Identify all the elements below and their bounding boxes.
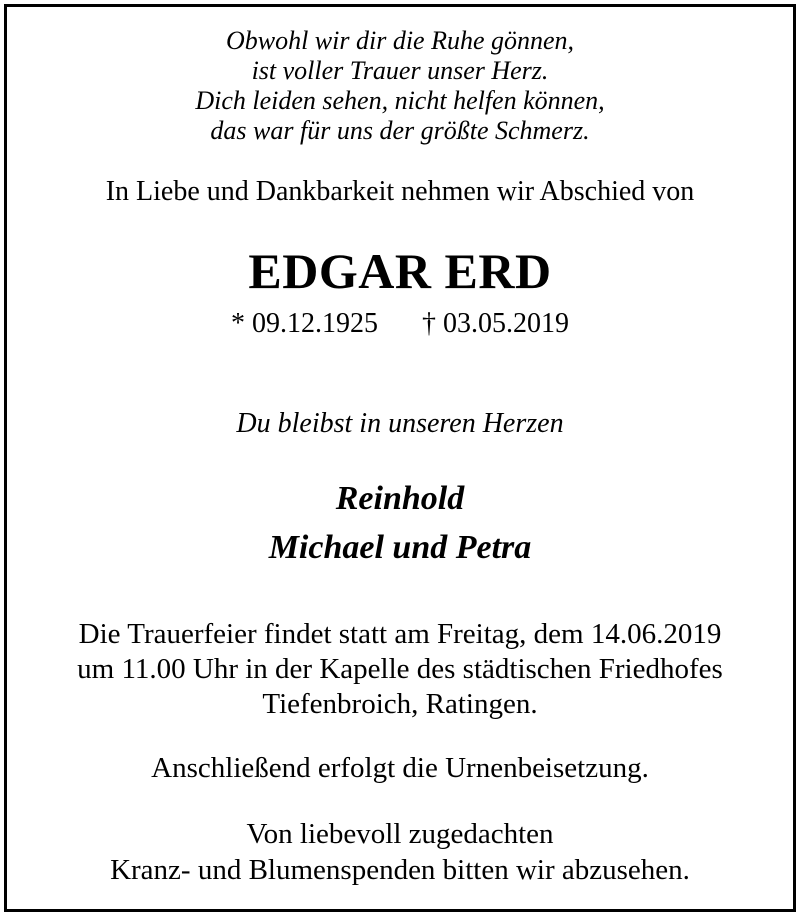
funeral-line-1: Die Trauerfeier findet statt am Freitag, dem 14.06.2019 xyxy=(78,618,722,650)
request-line-2: Kranz- und Blumenspenden bitten wir abzusehen. xyxy=(110,854,690,886)
mourner-line-2: Michael und Petra xyxy=(268,529,532,566)
poem-line-2: ist voller Trauer unser Herz. xyxy=(251,56,549,85)
deceased-name: EDGAR ERD xyxy=(248,243,552,299)
funeral-line-3: Tiefenbroich, Ratingen. xyxy=(262,688,538,720)
death-date: † 03.05.2019 xyxy=(422,308,569,339)
poem-line-1: Obwohl wir dir die Ruhe gönnen, xyxy=(225,26,575,55)
motto: Du bleibst in unseren Herzen xyxy=(236,408,564,439)
poem-line-3: Dich leiden sehen, nicht helfen können, xyxy=(195,86,605,115)
request-line-1: Von liebevoll zugedachten xyxy=(246,818,554,850)
poem-line-4: das war für uns der größte Schmerz. xyxy=(210,116,590,145)
intro-text: In Liebe und Dankbarkeit nehmen wir Abschied von xyxy=(105,176,695,207)
funeral-line-2: um 11.00 Uhr in der Kapelle des städtischen Friedhofes xyxy=(77,653,723,685)
mourner-line-1: Reinhold xyxy=(335,480,465,517)
burial-notice: Anschließend erfolgt die Urnenbeisetzung. xyxy=(151,752,649,784)
life-dates xyxy=(0,310,800,338)
birth-date: * 09.12.1925 xyxy=(231,308,378,339)
